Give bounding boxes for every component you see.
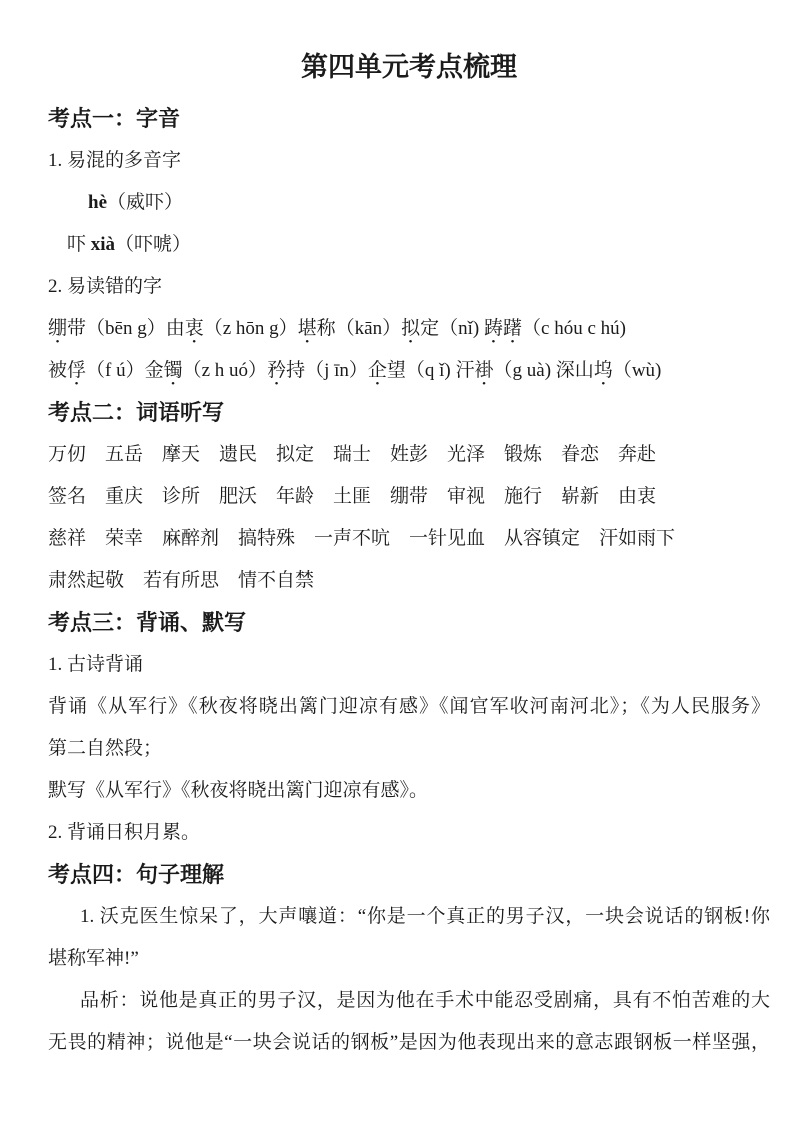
recite-titles-line: 背诵《从军行》《秋夜将晓出篱门迎凉有感》《闻官军收河南河北》；《为人民服务》 bbox=[48, 696, 770, 717]
list-item-yiducuo: 2. 易读错的字 bbox=[48, 276, 163, 297]
analysis-line-1: 品析：说他是真正的男子汉，是因为他在手术中能忍受剧痛，具有不怕苦难的大 bbox=[80, 990, 770, 1011]
list-item-rijiyuelei: 2. 背诵日积月累。 bbox=[48, 822, 201, 843]
bold-pinyin: xià bbox=[90, 234, 116, 255]
emphasized-char: 褂 bbox=[474, 360, 494, 381]
text-segment: 持（j īn） bbox=[286, 360, 368, 381]
emphasized-char: 企 bbox=[367, 360, 387, 381]
pinyin-row-1 bbox=[48, 308, 770, 350]
section-heading-kaodian1: 考点一：字音 bbox=[48, 106, 181, 131]
text-segment: （z h uó） bbox=[182, 360, 268, 381]
emphasized-char: 躇 bbox=[503, 318, 523, 339]
pinyin-line-xia bbox=[48, 224, 770, 266]
emphasized-char: 矜 bbox=[267, 360, 287, 381]
dictation-titles-line: 默写《从军行》《秋夜将晓出篱门迎凉有感》。 bbox=[48, 780, 429, 801]
analysis-line-2: 无畏的精神；说他是“一块会说话的钢板”是因为他表现出来的意志跟钢板一样坚强， bbox=[48, 1032, 770, 1053]
list-item-duoyinzi: 1. 易混的多音字 bbox=[48, 150, 182, 171]
sentence-quote-line-1: 1. 沃克医生惊呆了，大声嚷道：“你是一个真正的男子汉，一块会说话的钢板!你 bbox=[80, 906, 770, 927]
emphasized-char: 拟 bbox=[401, 318, 421, 339]
word-list-row-1: 万仞 五岳 摩天 遗民 拟定 瑞士 姓彭 光泽 锻炼 眷恋 奔赴 bbox=[48, 444, 657, 465]
emphasized-char: 坞 bbox=[593, 360, 613, 381]
text-segment: （g uà) 深山 bbox=[493, 360, 594, 381]
recite-continuation-line: 第二自然段； bbox=[48, 738, 163, 759]
emphasized-char: 踌 bbox=[483, 318, 503, 339]
text-segment: （c hóu c hú) bbox=[522, 318, 626, 339]
text-segment: 望（q ǐ) 汗 bbox=[386, 360, 475, 381]
emphasized-char: 堪 bbox=[297, 318, 317, 339]
list-item-gushibeisong: 1. 古诗背诵 bbox=[48, 654, 144, 675]
text-segment: （f ú）金 bbox=[86, 360, 164, 381]
bold-pinyin: hè bbox=[88, 192, 107, 213]
text-segment: 吓 bbox=[67, 234, 91, 255]
emphasized-char: 镯 bbox=[163, 360, 183, 381]
text-segment: （z hōn g） bbox=[203, 318, 298, 339]
section-heading-kaodian4: 考点四：句子理解 bbox=[48, 862, 225, 887]
text-segment: 被 bbox=[48, 360, 68, 381]
text-segment: 定（nǐ) bbox=[420, 318, 484, 339]
section-heading-kaodian3: 考点三：背诵、默写 bbox=[48, 610, 247, 635]
text-segment: 称（kān） bbox=[316, 318, 402, 339]
word-list-row-3: 慈祥 荣幸 麻醉剂 搞特殊 一声不吭 一针见血 从容镇定 汗如雨下 bbox=[48, 528, 676, 549]
pinyin-row-2 bbox=[48, 350, 770, 392]
text-segment: 带（bēn g）由 bbox=[67, 318, 185, 339]
emphasized-char: 俘 bbox=[67, 360, 87, 381]
emphasized-char: 衷 bbox=[184, 318, 204, 339]
word-list-row-4: 肃然起敬 若有所思 情不自禁 bbox=[48, 570, 315, 591]
emphasized-char: 绷 bbox=[48, 318, 68, 339]
page-title: 第四单元考点梳理 bbox=[301, 52, 517, 82]
pinyin-line-he bbox=[48, 182, 770, 224]
sentence-quote-line-2: 堪称军神!” bbox=[48, 948, 139, 969]
word-list-row-2: 签名 重庆 诊所 肥沃 年龄 土匪 绷带 审视 施行 崭新 由衷 bbox=[48, 486, 657, 507]
text-segment: （威吓） bbox=[107, 192, 184, 213]
text-segment: （wù) bbox=[612, 360, 662, 381]
section-heading-kaodian2: 考点二：词语听写 bbox=[48, 400, 225, 425]
text-segment: （吓唬） bbox=[115, 234, 192, 255]
